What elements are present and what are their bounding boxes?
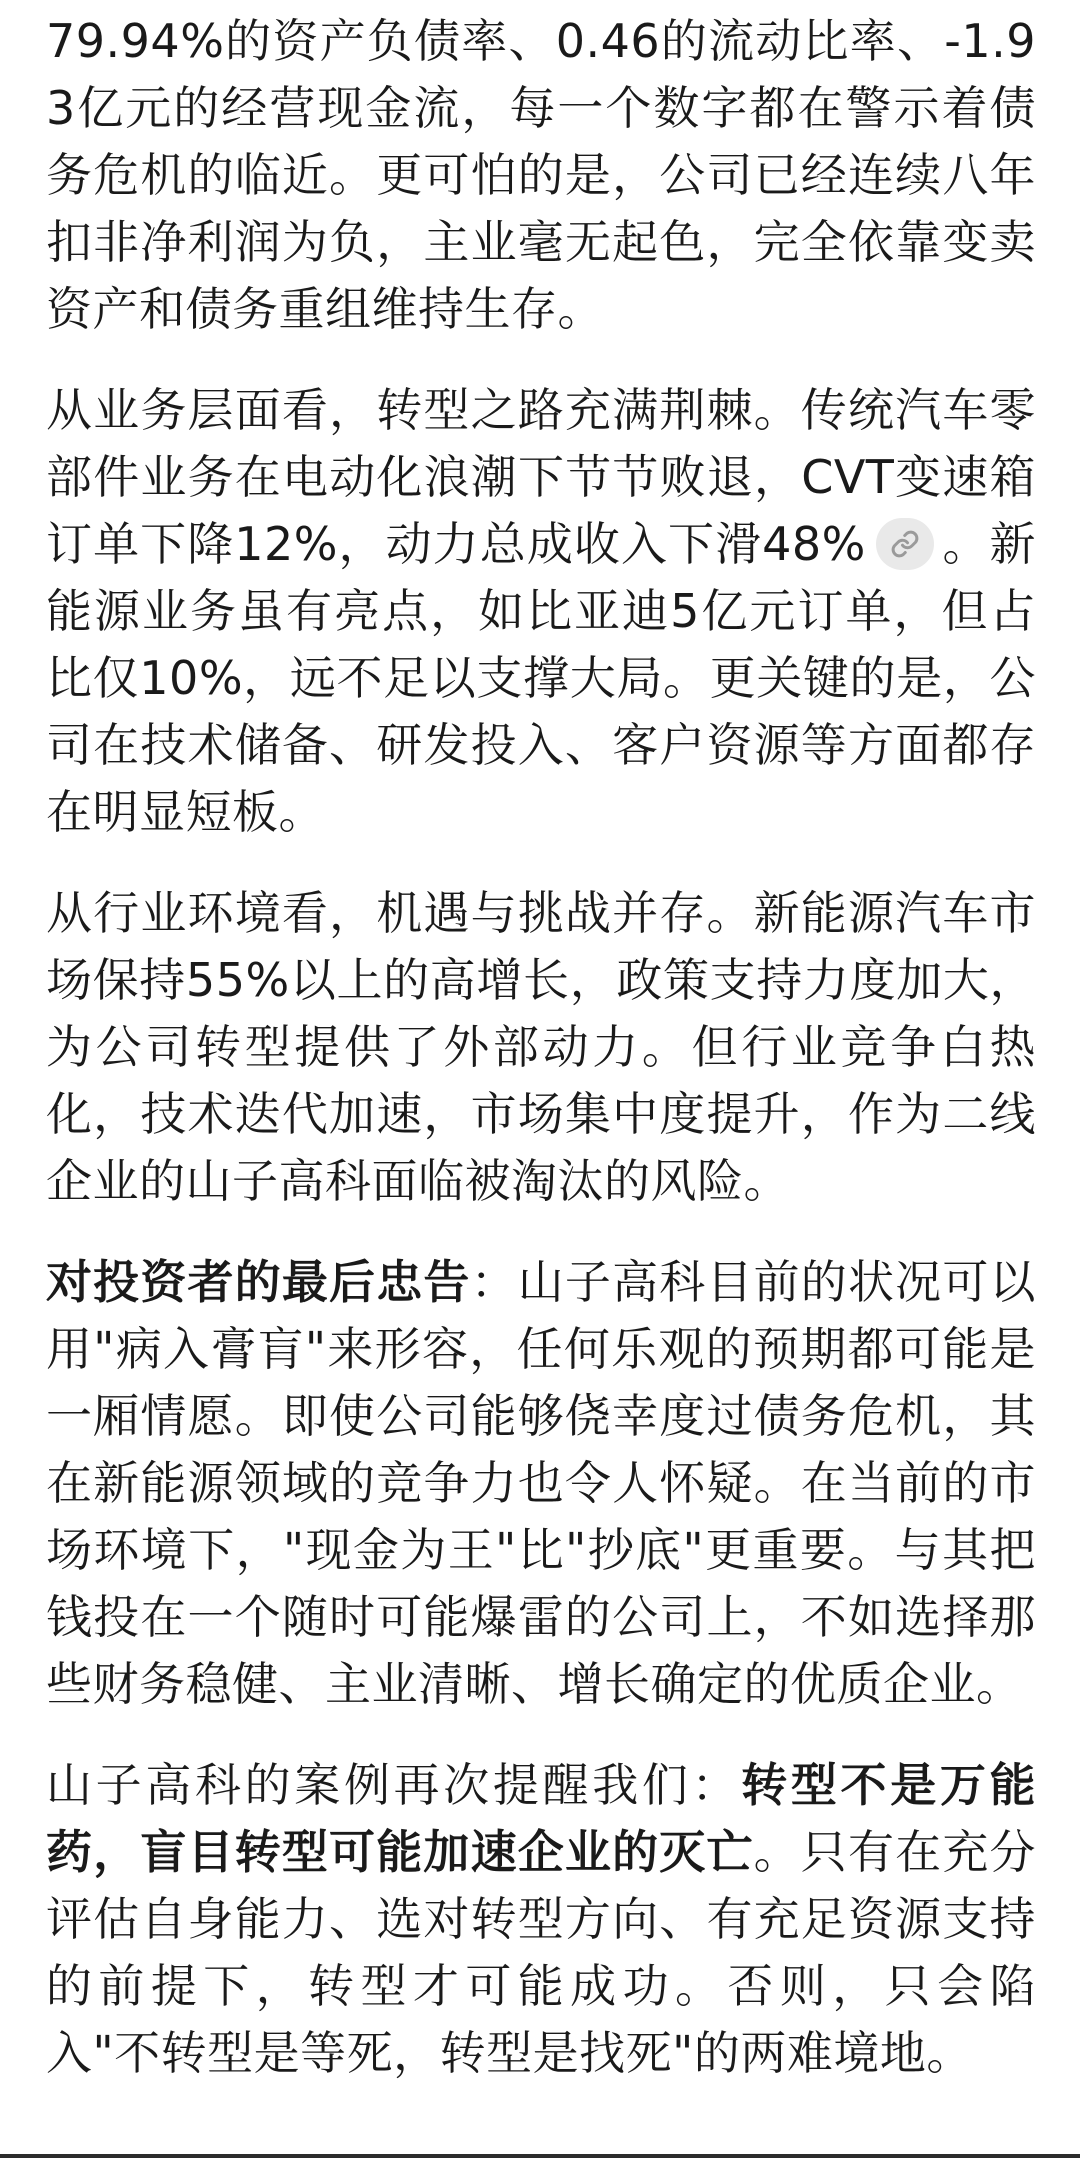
- reference-link-button[interactable]: [876, 518, 934, 570]
- paragraph-business-level: [46, 377, 1036, 846]
- paragraph-text: 从行业环境看，机遇与挑战并存。新能源汽车市场保持55%以上的高增长，政策支持力度加大，为公司转型提供了外部动力。但行业竞争白热化，技术迭代加速，市场集中度提升，作为二线企业的山子高科面临被淘汰的风险。: [46, 886, 1036, 1208]
- paragraph-conclusion: [46, 1752, 1036, 2087]
- paragraph-text: 79.94%的资产负债率、0.46的流动比率、-1.93亿元的经营现金流，每一个数字都在警示着债务危机的临近。更可怕的是，公司已经连续八年扣非净利润为负，主业毫无起色，完全依靠变卖资产和债务重组维持生存。: [46, 14, 1036, 336]
- bottom-edge-bar: [0, 2154, 1080, 2158]
- paragraph-industry: [46, 880, 1036, 1215]
- bold-emphasis: 转型不是万能药，盲目转型可能加速企业的灭亡: [46, 1758, 1037, 1879]
- paragraph-text: 山子高科的案例再次提醒我们：: [46, 1758, 742, 1812]
- paragraph-investor-advice: [46, 1249, 1036, 1718]
- paragraph-text: 。只有在充分评估自身能力、选对转型方向、有充足资源支持的前提下，转型才可能成功。否则，只会陷入"不转型是等死，转型是找死"的两难境地。: [46, 1825, 1037, 2080]
- paragraph-text: 从业务层面看，转型之路充满荆棘。传统汽车零部件业务在电动化浪潮下节节败退，CVT变速箱订单下降12%，动力总成收入下滑48%: [46, 383, 1036, 571]
- article-body: [46, 8, 1036, 2121]
- paragraph-text: 。新能源业务虽有亮点，如比亚迪5亿元订单，但占比仅10%，远不足以支撑大局。更关键的是，公司在技术储备、研发投入、客户资源等方面都存在明显短板。: [46, 517, 1037, 839]
- paragraph-text: ：山子高科目前的状况可以用"病入膏肓"来形容，任何乐观的预期都可能是一厢情愿。即使公司能够侥幸度过债务危机，其在新能源领域的竞争力也令人怀疑。在当前的市场环境下，"现金为王"比"抄底"更重要。与其把钱投在一个随时可能爆雷的公司上，不如选择那些财务稳健、主业清晰、增长确定的优质企业。: [46, 1255, 1037, 1711]
- link-icon: [890, 529, 920, 559]
- paragraph-financial-risk: [46, 8, 1036, 343]
- bold-heading: 对投资者的最后忠告: [46, 1255, 471, 1309]
